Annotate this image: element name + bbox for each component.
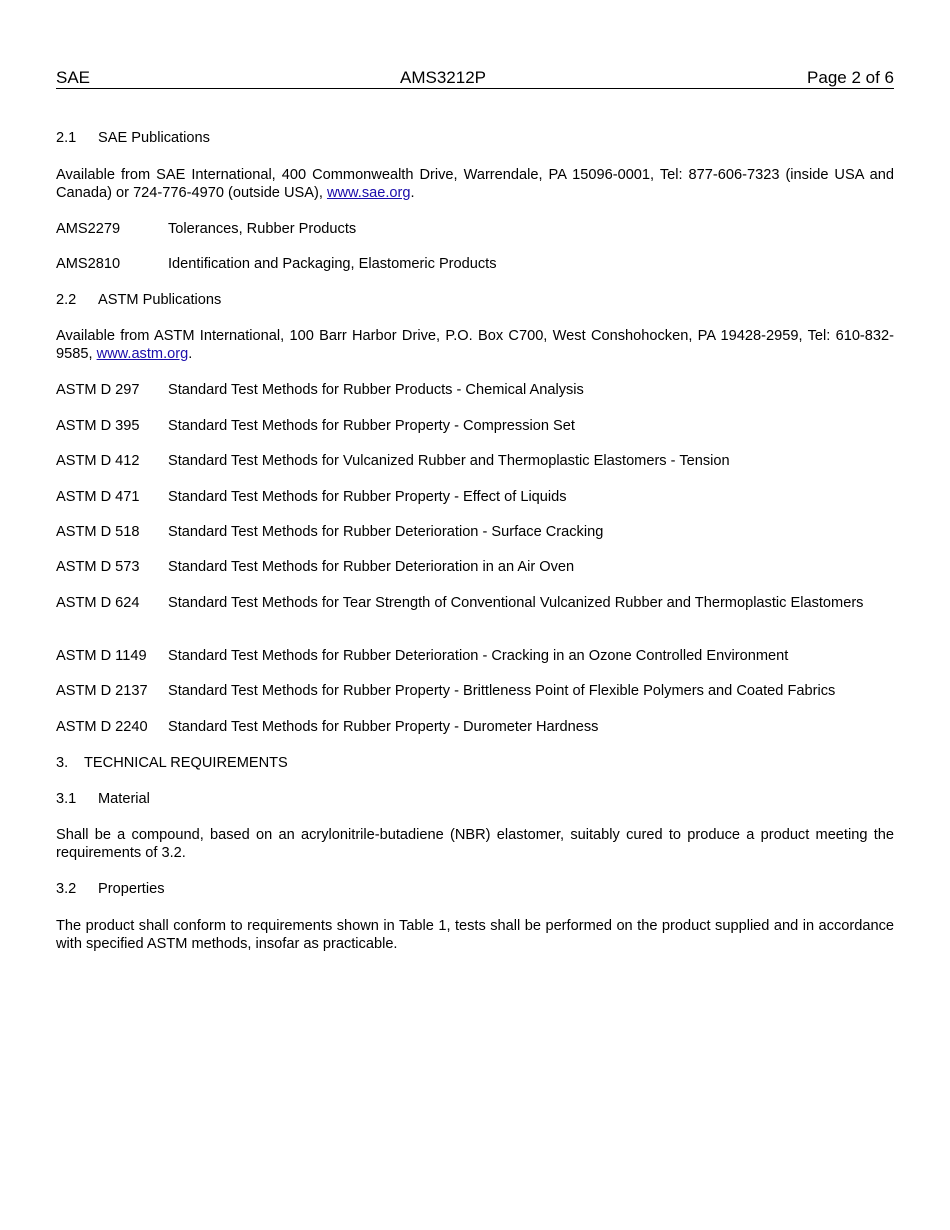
reference-title: Standard Test Methods for Rubber Property - Compression Set [168, 418, 575, 434]
reference-code: ASTM D 395 [56, 418, 140, 434]
section-2-1-heading: 2.1 SAE Publications [56, 130, 210, 146]
page-header [56, 68, 894, 89]
astm-availability-paragraph: Available from ASTM International, 100 Barr Harbor Drive, P.O. Box C700, West Conshohocken, PA 19428-2959, Tel: 610-832-9585, www.astm.org. [56, 328, 894, 362]
reference-title: Identification and Packaging, Elastomeric Products [168, 256, 497, 272]
sae-availability-paragraph: Available from SAE International, 400 Commonwealth Drive, Warrendale, PA 15096-0001, Tel: 877-606-7323 (inside USA and Canada) or 724-776-4970 (outside USA), www.sae.org. [56, 167, 894, 201]
header-page-number: Page 2 of 6 [807, 68, 894, 87]
header-doc-id: AMS3212P [400, 68, 486, 87]
header-org: SAE [56, 68, 91, 87]
sae-website-link[interactable]: www.sae.org [326, 185, 411, 201]
reference-code: AMS2810 [56, 256, 121, 272]
astm-website-link[interactable]: www.astm.org [96, 346, 189, 362]
reference-code: ASTM D 1149 [56, 648, 147, 664]
section-3-heading: 3. TECHNICAL REQUIREMENTS [56, 755, 288, 771]
reference-code: ASTM D 2240 [56, 719, 148, 735]
reference-code: ASTM D 624 [56, 595, 140, 611]
reference-code: AMS2279 [56, 221, 121, 237]
reference-title: Standard Test Methods for Rubber Deterioration in an Air Oven [168, 559, 575, 575]
reference-title: Standard Test Methods for Rubber Products - Chemical Analysis [168, 382, 584, 398]
section-3-2-heading: 3.2 Properties [56, 881, 165, 897]
material-paragraph: Shall be a compound, based on an acrylonitrile-butadiene (NBR) elastomer, suitably cured to produce a product meeting the requirements of 3.2. [56, 827, 894, 861]
reference-title: Tolerances, Rubber Products [168, 221, 357, 237]
reference-code: ASTM D 518 [56, 524, 140, 540]
properties-paragraph: The product shall conform to requirements shown in Table 1, tests shall be performed on the product supplied and in accordance with specified ASTM methods, insofar as practicable. [56, 918, 894, 952]
reference-title: Standard Test Methods for Rubber Deterioration - Cracking in an Ozone Controlled Environment [168, 648, 789, 664]
reference-title: Standard Test Methods for Rubber Property - Brittleness Point of Flexible Polymers and Coated Fabrics [168, 683, 836, 699]
reference-title: Standard Test Methods for Rubber Deterioration - Surface Cracking [168, 524, 604, 540]
reference-title: Standard Test Methods for Tear Strength of Conventional Vulcanized Rubber and Thermoplastic Elastomers [168, 595, 864, 611]
section-2-2-heading: 2.2 ASTM Publications [56, 292, 222, 308]
reference-title: Standard Test Methods for Rubber Property - Effect of Liquids [168, 489, 567, 505]
reference-code: ASTM D 2137 [56, 683, 148, 699]
reference-code: ASTM D 573 [56, 559, 140, 575]
reference-code: ASTM D 297 [56, 382, 140, 398]
reference-title: Standard Test Methods for Rubber Property - Durometer Hardness [168, 719, 599, 735]
reference-title: Standard Test Methods for Vulcanized Rubber and Thermoplastic Elastomers - Tension [168, 453, 730, 469]
reference-code: ASTM D 471 [56, 489, 140, 505]
section-3-1-heading: 3.1 Material [56, 791, 150, 807]
reference-code: ASTM D 412 [56, 453, 140, 469]
